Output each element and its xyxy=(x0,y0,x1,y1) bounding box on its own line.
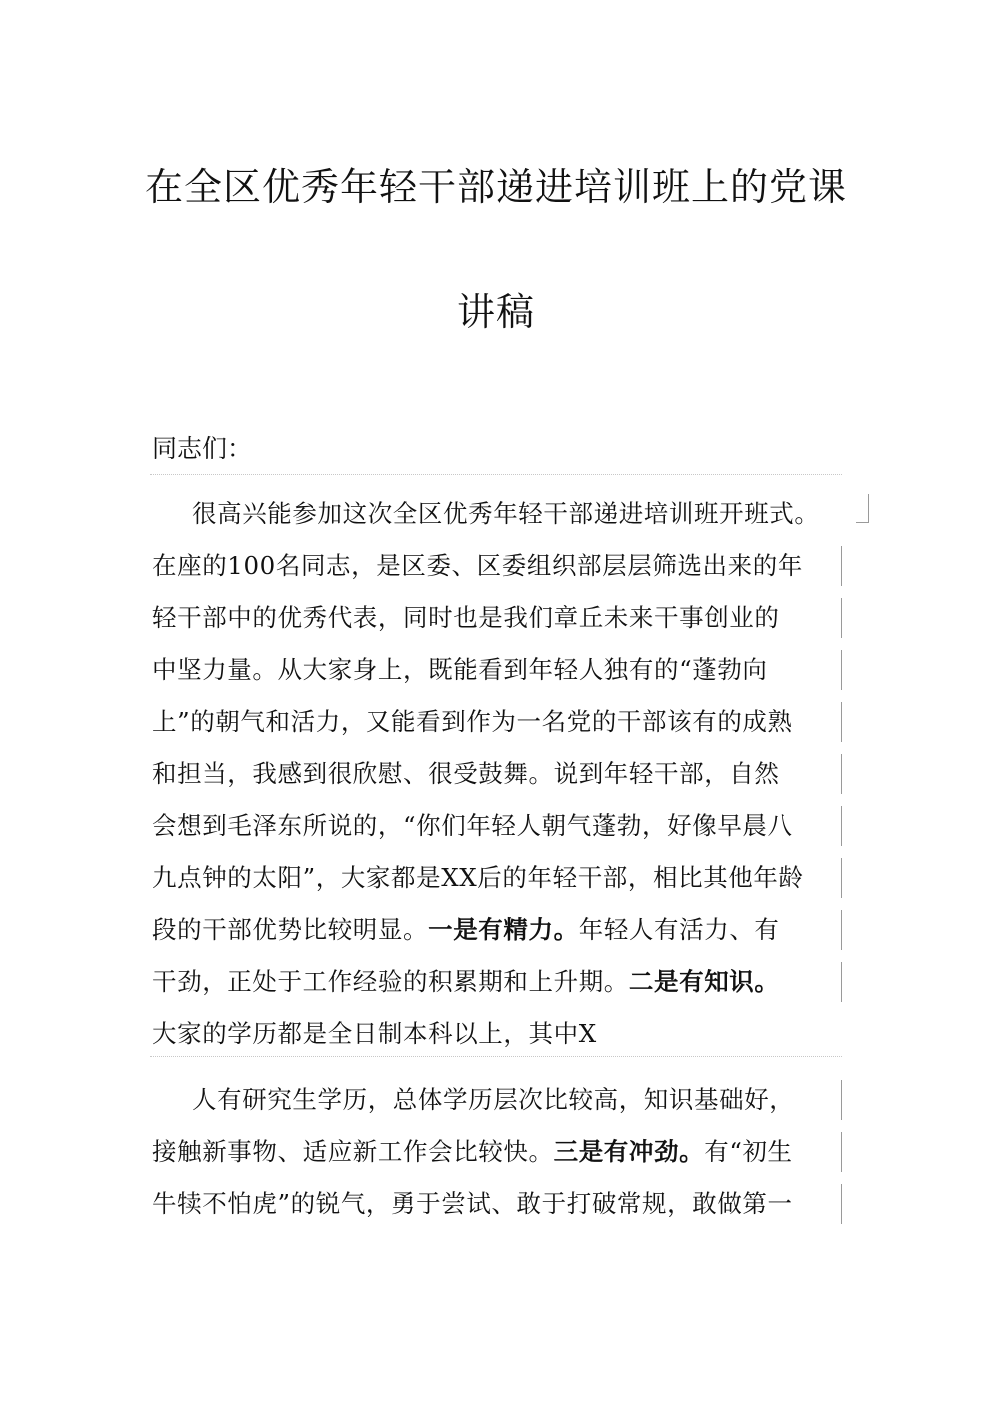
document-title-line-1: 在全区优秀年轻干部递进培训班上的党课 xyxy=(144,165,847,209)
section-divider xyxy=(150,1056,842,1057)
body-text: 干劲，正处于工作经验的积累期和上升期。 xyxy=(152,967,629,996)
document-title-line-2: 讲稿 xyxy=(456,290,535,334)
body-text: 有“初生 xyxy=(704,1137,793,1166)
body-line: 会想到毛泽东所说的，“你们年轻人朝气蓬勃，好像早晨八 xyxy=(152,806,842,846)
key-point-heading: 二是有知识。 xyxy=(628,967,780,996)
body-text: 年轻人有活力、有 xyxy=(578,915,780,944)
body-line: 很高兴能参加这次全区优秀年轻干部递进培训班开班式。 xyxy=(192,499,820,528)
body-line: 大家的学历都是全日制本科以上，其中X xyxy=(152,1019,597,1048)
body-line xyxy=(152,962,842,1002)
body-line: 人有研究生学历，总体学历层次比较高，知识基础好， xyxy=(192,1080,842,1120)
body-line: 中坚力量。从大家身上，既能看到年轻人独有的“蓬勃向 xyxy=(152,650,842,690)
key-point-heading: 三是有冲劲。 xyxy=(553,1137,705,1166)
body-line: 轻干部中的优秀代表，同时也是我们章丘未来干事创业的 xyxy=(152,598,842,638)
paragraph-end-mark xyxy=(856,494,869,523)
body-line: 在座的100名同志，是区委、区委组织部层层筛选出来的年 xyxy=(152,546,842,586)
body-text: 接触新事物、适应新工作会比较快。 xyxy=(152,1137,554,1166)
body-text: 段的干部优势比较明显。 xyxy=(152,915,429,944)
body-line: 上”的朝气和活力，又能看到作为一名党的干部该有的成熟 xyxy=(152,702,842,742)
body-line xyxy=(152,1132,842,1172)
body-line: 和担当，我感到很欣慰、很受鼓舞。说到年轻干部，自然 xyxy=(152,754,842,794)
key-point-heading: 一是有精力。 xyxy=(428,915,579,944)
body-line: 九点钟的太阳”，大家都是XX后的年轻干部，相比其他年龄 xyxy=(152,858,842,898)
body-line xyxy=(152,910,842,950)
section-divider xyxy=(150,474,842,475)
salutation: 同志们： xyxy=(152,434,253,463)
body-line: 牛犊不怕虎”的锐气，勇于尝试、敢于打破常规，敢做第一 xyxy=(152,1184,842,1224)
